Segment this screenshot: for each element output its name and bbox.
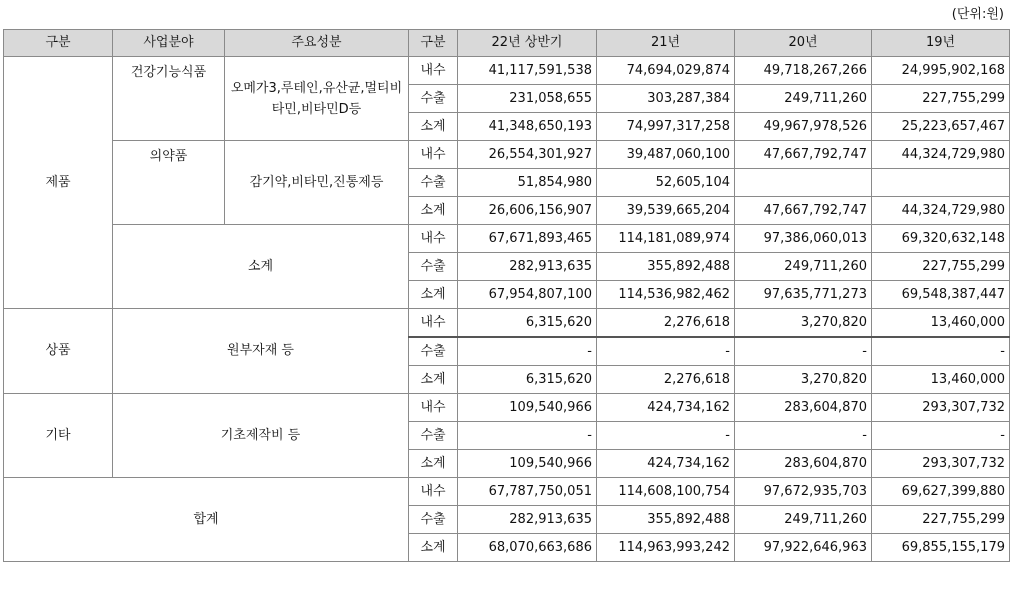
header-type: 구분 — [409, 30, 458, 57]
component-health: 오메가3,루테인,유산균,멀티비타민,비타민D등 — [225, 57, 409, 141]
cell-value: 97,672,935,703 — [735, 478, 872, 506]
row-type-label: 소계 — [409, 366, 458, 394]
component-medicine: 감기약,비타민,진통제등 — [225, 141, 409, 225]
row-type-label: 소계 — [409, 534, 458, 562]
cell-value: 227,755,299 — [872, 85, 1010, 113]
cell-value: 6,315,620 — [458, 309, 597, 338]
row-type-label: 소계 — [409, 281, 458, 309]
cell-value: 109,540,966 — [458, 450, 597, 478]
header-19: 19년 — [872, 30, 1010, 57]
cell-value: 227,755,299 — [872, 253, 1010, 281]
table-row — [4, 225, 1010, 253]
cell-value: 67,954,807,100 — [458, 281, 597, 309]
row-type-label: 소계 — [409, 113, 458, 141]
header-main-component: 주요성분 — [225, 30, 409, 57]
cell-value: 2,276,618 — [597, 366, 735, 394]
cell-value: 282,913,635 — [458, 506, 597, 534]
cell-value: 114,608,100,754 — [597, 478, 735, 506]
header-20: 20년 — [735, 30, 872, 57]
cell-value: 69,548,387,447 — [872, 281, 1010, 309]
total-label: 합계 — [4, 478, 409, 562]
cell-value: 67,787,750,051 — [458, 478, 597, 506]
cell-value: - — [872, 422, 1010, 450]
cell-value: 97,386,060,013 — [735, 225, 872, 253]
header-business-field: 사업분야 — [113, 30, 225, 57]
cell-value: 231,058,655 — [458, 85, 597, 113]
cell-value: 67,671,893,465 — [458, 225, 597, 253]
cell-value: - — [872, 337, 1010, 366]
row-type-label: 소계 — [409, 450, 458, 478]
cell-value — [735, 169, 872, 197]
group-label-product: 제품 — [4, 57, 113, 309]
cell-value: 3,270,820 — [735, 309, 872, 338]
row-type-label: 내수 — [409, 225, 458, 253]
cell-value: - — [458, 337, 597, 366]
row-type-label: 수출 — [409, 253, 458, 281]
cell-value: 26,606,156,907 — [458, 197, 597, 225]
cell-value: - — [458, 422, 597, 450]
cell-value: 355,892,488 — [597, 506, 735, 534]
cell-value: 6,315,620 — [458, 366, 597, 394]
cell-value: 47,667,792,747 — [735, 197, 872, 225]
row-type-label: 내수 — [409, 141, 458, 169]
cell-value: 109,540,966 — [458, 394, 597, 422]
cell-value: 424,734,162 — [597, 394, 735, 422]
cell-value: 114,181,089,974 — [597, 225, 735, 253]
cell-value: - — [735, 337, 872, 366]
group-label-goods: 상품 — [4, 309, 113, 394]
table-row — [4, 141, 1010, 169]
cell-value: 355,892,488 — [597, 253, 735, 281]
field-goods: 원부자재 등 — [113, 309, 409, 394]
cell-value: 41,117,591,538 — [458, 57, 597, 85]
cell-value: 13,460,000 — [872, 366, 1010, 394]
field-other: 기초제작비 등 — [113, 394, 409, 478]
sales-table — [3, 29, 1010, 562]
row-type-label: 수출 — [409, 169, 458, 197]
cell-value: 249,711,260 — [735, 253, 872, 281]
cell-value: 26,554,301,927 — [458, 141, 597, 169]
row-type-label: 내수 — [409, 478, 458, 506]
cell-value: 114,536,982,462 — [597, 281, 735, 309]
cell-value: 249,711,260 — [735, 506, 872, 534]
row-type-label: 소계 — [409, 197, 458, 225]
cell-value: 39,539,665,204 — [597, 197, 735, 225]
cell-value: 3,270,820 — [735, 366, 872, 394]
cell-value: 39,487,060,100 — [597, 141, 735, 169]
cell-value: 282,913,635 — [458, 253, 597, 281]
cell-value: 114,963,993,242 — [597, 534, 735, 562]
cell-value: 44,324,729,980 — [872, 197, 1010, 225]
cell-value: 293,307,732 — [872, 394, 1010, 422]
cell-value: 68,070,663,686 — [458, 534, 597, 562]
cell-value: 424,734,162 — [597, 450, 735, 478]
cell-value: 44,324,729,980 — [872, 141, 1010, 169]
field-medicine: 의약품 — [113, 141, 225, 225]
cell-value: 283,604,870 — [735, 450, 872, 478]
table-row — [4, 57, 1010, 85]
cell-value: 25,223,657,467 — [872, 113, 1010, 141]
header-22h1: 22년 상반기 — [458, 30, 597, 57]
cell-value: 293,307,732 — [872, 450, 1010, 478]
header-category: 구분 — [4, 30, 113, 57]
cell-value — [872, 169, 1010, 197]
table-row — [4, 478, 1010, 506]
row-type-label: 수출 — [409, 422, 458, 450]
row-type-label: 수출 — [409, 337, 458, 366]
header-row — [4, 30, 1010, 57]
cell-value: 97,635,771,273 — [735, 281, 872, 309]
cell-value: 249,711,260 — [735, 85, 872, 113]
cell-value: 51,854,980 — [458, 169, 597, 197]
product-subtotal-label: 소계 — [113, 225, 409, 309]
unit-note: (단위:원) — [951, 7, 1004, 22]
field-health: 건강기능식품 — [113, 57, 225, 141]
cell-value: 74,997,317,258 — [597, 113, 735, 141]
row-type-label: 내수 — [409, 394, 458, 422]
cell-value: 69,627,399,880 — [872, 478, 1010, 506]
header-21: 21년 — [597, 30, 735, 57]
cell-value: 227,755,299 — [872, 506, 1010, 534]
cell-value: 303,287,384 — [597, 85, 735, 113]
cell-value: 52,605,104 — [597, 169, 735, 197]
cell-value: - — [735, 422, 872, 450]
cell-value: 97,922,646,963 — [735, 534, 872, 562]
cell-value: 47,667,792,747 — [735, 141, 872, 169]
cell-value: 2,276,618 — [597, 309, 735, 338]
cell-value: 41,348,650,193 — [458, 113, 597, 141]
cell-value: - — [597, 337, 735, 366]
table-row — [4, 309, 1010, 338]
table-row — [4, 394, 1010, 422]
group-label-other: 기타 — [4, 394, 113, 478]
row-type-label: 내수 — [409, 309, 458, 338]
cell-value: 283,604,870 — [735, 394, 872, 422]
cell-value: 69,320,632,148 — [872, 225, 1010, 253]
cell-value: 13,460,000 — [872, 309, 1010, 338]
row-type-label: 수출 — [409, 85, 458, 113]
row-type-label: 내수 — [409, 57, 458, 85]
cell-value: 24,995,902,168 — [872, 57, 1010, 85]
row-type-label: 수출 — [409, 506, 458, 534]
cell-value: 49,718,267,266 — [735, 57, 872, 85]
cell-value: 74,694,029,874 — [597, 57, 735, 85]
cell-value: - — [597, 422, 735, 450]
cell-value: 69,855,155,179 — [872, 534, 1010, 562]
cell-value: 49,967,978,526 — [735, 113, 872, 141]
